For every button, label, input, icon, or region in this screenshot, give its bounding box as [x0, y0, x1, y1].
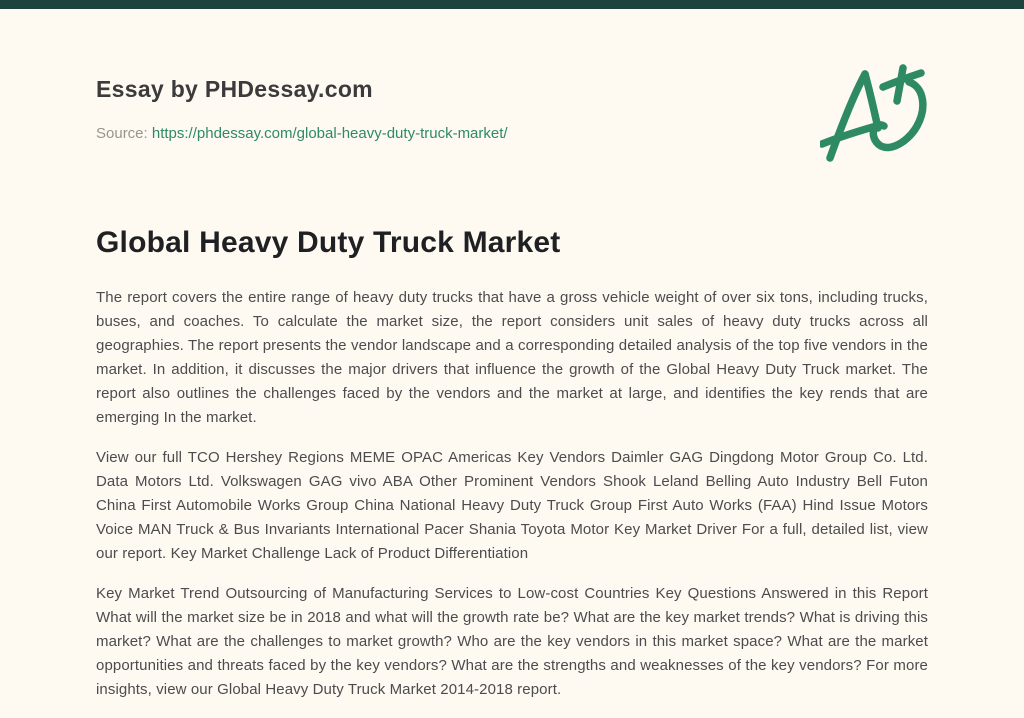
source-line: [96, 125, 508, 142]
source-label: Source:: [96, 125, 148, 142]
article-body: [96, 286, 928, 718]
phdessay-a-plus-logo-icon: [820, 64, 938, 164]
paragraph-overview: The report covers the entire range of heavy duty trucks that have a gross vehicle weight of over six tons, including trucks, buses, and coaches. To calculate the market size, the report considers unit sales of heavy duty trucks across all geographies. The report presents the vendor landscape and a corresponding detailed analysis of the top five vendors in the market. In addition, it discusses the major drivers that influence the growth of the Global Heavy Duty Truck market. The report also outlines the challenges faced by the vendors and the market at large, and identifies the key rends that are emerging In the market.: [96, 289, 928, 426]
article-title: Global Heavy Duty Truck Market: [96, 226, 561, 259]
top-accent-bar: [0, 0, 1024, 9]
paragraph-key-questions: Key Market Trend Outsourcing of Manufacturing Services to Low-cost Countries Key Questions Answered in this Report What will the market size be in 2018 and what will the growth rate be? What are the key market trends? What is driving this market? What are the challenges to market growth? Who are the key vendors in this market space? What are the market opportunities and threats faced by the key vendors? What are the strengths and weaknesses of the key vendors? For more insights, view our Global Heavy Duty Truck Market 2014-2018 report.: [96, 585, 928, 698]
paragraph-vendors: View our full TCO Hershey Regions MEME OPAC Americas Key Vendors Daimler GAG Dingdong Motor Group Co. Ltd. Data Motors Ltd. Volkswagen GAG vivo ABA Other Prominent Vendors Shook Leland Belling Auto Industry Bell Futon China First Automobile Works Group China National Heavy Duty Truck Group First Auto Works (FAA) Hind Issue Motors Voice MAN Truck & Bus Invariants International Pacer Shania Toyota Motor Key Market Driver For a full, detailed list, view our report. Key Market Challenge Lack of Product Differentiation: [96, 449, 928, 562]
source-url-link[interactable]: https://phdessay.com/global-heavy-duty-truck-market/: [151, 125, 508, 142]
brand-title: Essay by PHDessay.com: [96, 76, 373, 102]
